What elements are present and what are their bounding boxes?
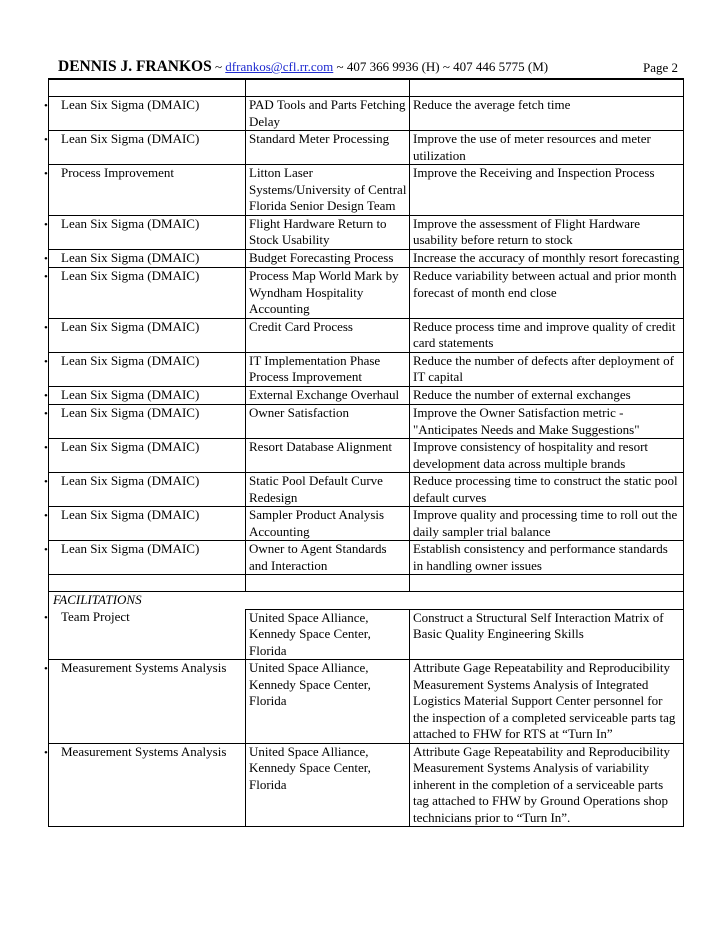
project-name-cell-text: Standard Meter Processing bbox=[249, 131, 390, 146]
project-name-cell-text: Credit Card Process bbox=[249, 318, 353, 334]
bullet-icon: • bbox=[44, 442, 48, 454]
facilitation-desc-cell-text: Attribute Gage Repeatability and Reproducibility Measurement Systems Analysis of variability inherent in the completion of a serviceable parts tag attached to FHW by Ground Operations shop technicians prior to “Turn In”. bbox=[413, 743, 671, 825]
table-spacer-row bbox=[49, 80, 684, 97]
section-header-row bbox=[49, 592, 684, 610]
facilitation-type-cell bbox=[44, 609, 246, 660]
project-name-cell-text: Process Map World Mark by Wyndham Hospitality Accounting bbox=[249, 268, 399, 316]
project-goal-cell bbox=[410, 507, 684, 541]
facilitation-desc-cell bbox=[410, 609, 684, 660]
table-row bbox=[49, 507, 684, 541]
project-goal-cell bbox=[410, 405, 684, 439]
project-type-label: Lean Six Sigma (DMAIC) bbox=[61, 386, 200, 402]
project-name-cell bbox=[246, 249, 410, 268]
project-type-label: Team Project bbox=[61, 609, 130, 624]
project-name-cell bbox=[246, 131, 410, 165]
bullet-icon: • bbox=[44, 252, 48, 265]
project-type-cell bbox=[44, 352, 246, 386]
project-type-cell bbox=[44, 131, 246, 165]
page-header bbox=[58, 58, 682, 76]
project-goal-cell-text: Reduce variability between actual and prior month forecast of month end close bbox=[413, 268, 677, 300]
bullet-icon: • bbox=[44, 389, 48, 402]
contact-phones: ~ 407 366 9936 (H) ~ 407 446 5775 (M) bbox=[333, 59, 549, 74]
bullet-icon: • bbox=[44, 321, 48, 334]
table-row bbox=[49, 609, 684, 660]
bullet-icon: • bbox=[44, 663, 48, 675]
table-row bbox=[49, 249, 684, 268]
project-type-label: Measurement Systems Analysis bbox=[61, 660, 227, 675]
section-title: FACILITATIONS bbox=[53, 592, 142, 607]
project-type-cell bbox=[44, 507, 246, 541]
project-goal-cell bbox=[410, 249, 684, 268]
project-goal-cell-text: Improve the assessment of Flight Hardware usability before return to stock bbox=[413, 215, 641, 247]
project-name-cell bbox=[246, 405, 410, 439]
facilitation-desc-cell bbox=[410, 743, 684, 827]
project-goal-cell bbox=[410, 541, 684, 575]
project-goal-cell-text: Reduce process time and improve quality of credit card statements bbox=[413, 318, 676, 350]
header-separator: ~ bbox=[211, 59, 226, 74]
facilitation-org-cell-text: United Space Alliance, Kennedy Space Center, Florida bbox=[249, 660, 371, 708]
project-type-label: Lean Six Sigma (DMAIC) bbox=[61, 352, 200, 368]
project-type-cell bbox=[44, 405, 246, 439]
table-row bbox=[49, 352, 684, 386]
table-row bbox=[49, 405, 684, 439]
project-name-cell bbox=[246, 352, 410, 386]
project-type-label: Lean Six Sigma (DMAIC) bbox=[61, 541, 200, 556]
bullet-icon: • bbox=[44, 510, 48, 522]
project-goal-cell-text: Improve consistency of hospitality and resort development data across multiple brands bbox=[413, 439, 649, 471]
project-type-label: Lean Six Sigma (DMAIC) bbox=[61, 268, 200, 283]
spacer-cell bbox=[410, 575, 684, 592]
spacer-cell bbox=[246, 575, 410, 592]
project-goal-cell-text: Reduce the average fetch time bbox=[413, 97, 571, 112]
project-name-cell bbox=[246, 268, 410, 319]
project-goal-cell-text: Increase the accuracy of monthly resort forecasting bbox=[413, 249, 680, 265]
table-row bbox=[49, 131, 684, 165]
project-type-cell bbox=[44, 97, 246, 131]
bullet-icon: • bbox=[44, 100, 48, 112]
project-goal-cell-text: Reduce the number of external exchanges bbox=[413, 386, 631, 402]
project-goal-cell bbox=[410, 268, 684, 319]
project-goal-cell bbox=[410, 386, 684, 405]
project-name-cell-text: Owner Satisfaction bbox=[249, 405, 350, 420]
project-goal-cell-text: Reduce the number of defects after deployment of IT capital bbox=[413, 352, 674, 384]
bullet-icon: • bbox=[44, 168, 48, 180]
project-name-cell bbox=[246, 215, 410, 249]
project-goal-cell-text: Improve the Receiving and Inspection Process bbox=[413, 165, 655, 180]
project-name-cell-text: Sampler Product Analysis Accounting bbox=[249, 507, 385, 539]
project-type-label: Lean Six Sigma (DMAIC) bbox=[61, 97, 200, 112]
table-row bbox=[49, 439, 684, 473]
table-row bbox=[49, 660, 684, 744]
project-name-cell bbox=[246, 473, 410, 507]
project-type-cell bbox=[44, 165, 246, 216]
table-row bbox=[49, 268, 684, 319]
project-goal-cell bbox=[410, 473, 684, 507]
project-name-cell-text: Budget Forecasting Process bbox=[249, 249, 394, 265]
project-name-cell-text: PAD Tools and Parts Fetching Delay bbox=[249, 97, 406, 129]
project-type-label: Measurement Systems Analysis bbox=[61, 743, 227, 759]
project-name-cell bbox=[246, 318, 410, 352]
project-goal-cell-text: Improve quality and processing time to roll out the daily sampler trial balance bbox=[413, 507, 678, 539]
project-type-label: Process Improvement bbox=[61, 165, 175, 180]
project-name-cell-text: Flight Hardware Return to Stock Usability bbox=[249, 215, 387, 247]
project-name-cell-text: Litton Laser Systems/University of Central Florida Senior Design Team bbox=[249, 165, 407, 213]
bullet-icon: • bbox=[44, 476, 48, 488]
project-type-label: Lean Six Sigma (DMAIC) bbox=[61, 215, 200, 231]
spacer-cell bbox=[49, 575, 246, 592]
author-name: DENNIS J. FRANKOS bbox=[58, 58, 212, 75]
bullet-icon: • bbox=[44, 408, 48, 420]
project-name-cell-text: IT Implementation Phase Process Improvement bbox=[249, 352, 381, 384]
project-type-cell bbox=[44, 268, 246, 319]
table-spacer-row bbox=[49, 575, 684, 592]
bullet-icon: • bbox=[44, 355, 48, 368]
facilitation-desc-cell-text: Attribute Gage Repeatability and Reproducibility Measurement Systems Analysis of Integrated Logistics Material Support Center personnel for the inspection of a completed serviceable parts tag attached to FHW for RTS at “Turn In” bbox=[413, 660, 676, 741]
project-goal-cell-text: Reduce processing time to construct the static pool default curves bbox=[413, 473, 678, 505]
facilitation-org-cell bbox=[246, 660, 410, 744]
table-row bbox=[49, 215, 684, 249]
project-goal-cell-text: Improve the use of meter resources and meter utilization bbox=[413, 131, 651, 163]
project-type-cell bbox=[44, 386, 246, 405]
project-name-cell bbox=[246, 386, 410, 405]
project-type-cell bbox=[44, 439, 246, 473]
project-goal-cell-text: Establish consistency and performance standards in handling owner issues bbox=[413, 541, 668, 573]
project-goal-cell bbox=[410, 131, 684, 165]
email-link[interactable]: dfrankos@cfl.rr.com bbox=[225, 59, 334, 74]
bullet-icon: • bbox=[44, 271, 48, 283]
bullet-icon: • bbox=[44, 612, 48, 624]
bullet-icon: • bbox=[44, 746, 48, 759]
facilitation-desc-cell bbox=[410, 660, 684, 744]
bullet-icon: • bbox=[44, 218, 48, 231]
project-name-cell bbox=[246, 439, 410, 473]
facilitation-org-cell bbox=[246, 743, 410, 827]
project-type-cell bbox=[44, 541, 246, 575]
project-goal-cell bbox=[410, 439, 684, 473]
project-type-cell bbox=[44, 473, 246, 507]
project-goal-cell-text: Improve the Owner Satisfaction metric - "Anticipates Needs and Make Suggestions" bbox=[413, 405, 640, 437]
project-type-label: Lean Six Sigma (DMAIC) bbox=[61, 131, 200, 146]
facilitation-desc-cell-text: Construct a Structural Self Interaction Matrix of Basic Quality Engineering Skills bbox=[413, 609, 664, 641]
bullet-icon: • bbox=[44, 544, 48, 556]
project-name-cell-text: Static Pool Default Curve Redesign bbox=[249, 473, 383, 505]
facilitations-heading bbox=[49, 592, 684, 610]
project-name-cell-text: Owner to Agent Standards and Interaction bbox=[249, 541, 387, 573]
project-name-cell-text: Resort Database Alignment bbox=[249, 439, 392, 454]
project-goal-cell bbox=[410, 215, 684, 249]
project-type-label: Lean Six Sigma (DMAIC) bbox=[61, 507, 200, 522]
bullet-icon: • bbox=[44, 134, 48, 146]
facilitation-org-cell-text: United Space Alliance, Kennedy Space Center, Florida bbox=[249, 609, 371, 658]
table-row bbox=[49, 97, 684, 131]
project-type-cell bbox=[44, 215, 246, 249]
projects-table bbox=[44, 79, 684, 827]
table-row bbox=[49, 743, 684, 827]
facilitation-type-cell bbox=[44, 743, 246, 827]
project-type-cell bbox=[44, 249, 246, 268]
project-goal-cell bbox=[410, 318, 684, 352]
page-number: Page 2 bbox=[642, 60, 678, 75]
project-name-cell-text: External Exchange Overhaul bbox=[249, 386, 400, 402]
project-type-label: Lean Six Sigma (DMAIC) bbox=[61, 318, 200, 334]
table-row bbox=[49, 541, 684, 575]
table-row bbox=[49, 386, 684, 405]
project-type-cell bbox=[44, 318, 246, 352]
project-name-cell bbox=[246, 541, 410, 575]
table-row bbox=[49, 473, 684, 507]
project-type-label: Lean Six Sigma (DMAIC) bbox=[61, 473, 200, 488]
table-row bbox=[49, 165, 684, 216]
project-name-cell bbox=[246, 165, 410, 216]
facilitation-org-cell bbox=[246, 609, 410, 660]
project-type-label: Lean Six Sigma (DMAIC) bbox=[61, 405, 200, 420]
facilitation-type-cell bbox=[44, 660, 246, 744]
project-type-label: Lean Six Sigma (DMAIC) bbox=[61, 439, 200, 454]
project-goal-cell bbox=[410, 97, 684, 131]
table-row bbox=[49, 318, 684, 352]
project-goal-cell bbox=[410, 352, 684, 386]
project-name-cell bbox=[246, 507, 410, 541]
project-type-label: Lean Six Sigma (DMAIC) bbox=[61, 249, 200, 265]
project-goal-cell bbox=[410, 165, 684, 216]
project-name-cell bbox=[246, 97, 410, 131]
facilitation-org-cell-text: United Space Alliance, Kennedy Space Center, Florida bbox=[249, 743, 371, 792]
